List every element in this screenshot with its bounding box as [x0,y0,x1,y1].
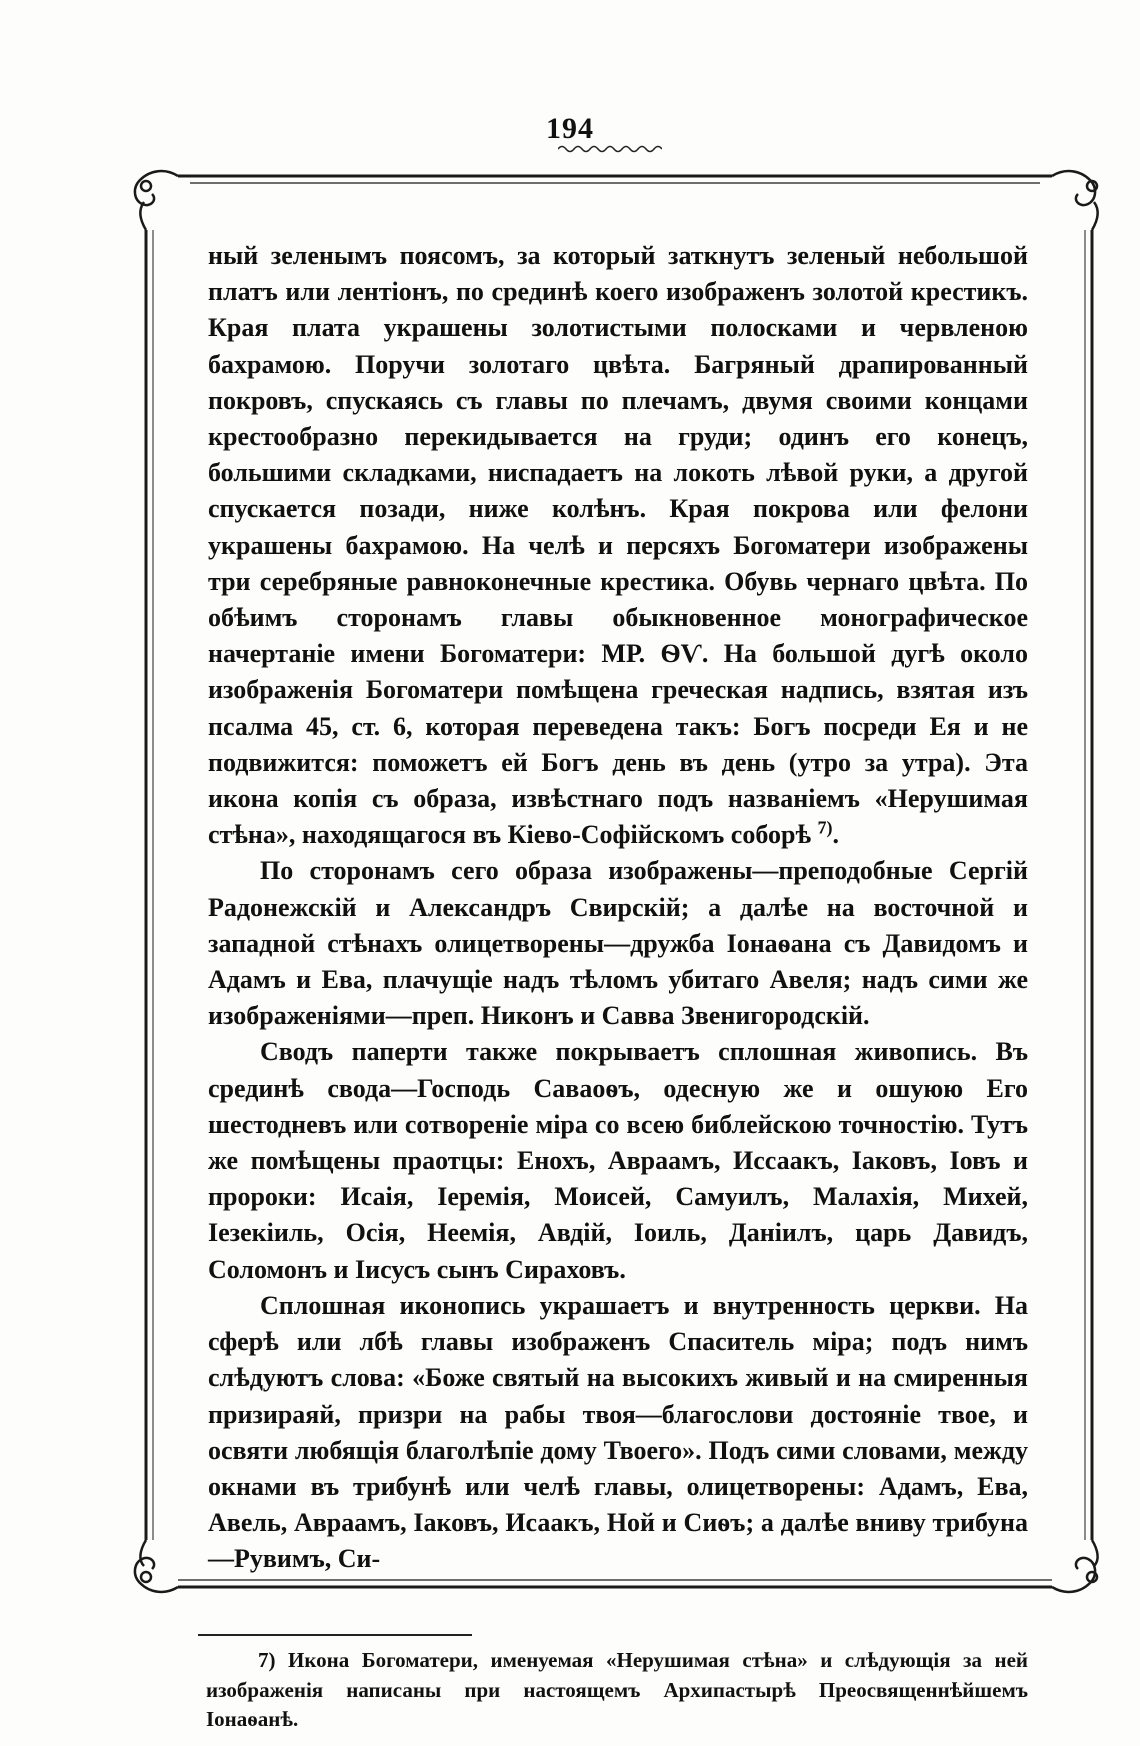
main-text [208,238,1028,1578]
footnote [206,1646,1028,1735]
paragraph-1 [208,238,1028,853]
footnote-text: Икона Богоматери, именуемая «Нерушимая стѣна» и слѣдующія за ней изображенія написаны при настоящемъ Архипастырѣ Преосвященнѣйшемъ Іонаѳанѣ. [206,1648,1028,1731]
paragraph-4: Сплошная иконопись украшаетъ и внутренность церкви. На сферѣ или лбѣ главы изображенъ Спаситель міра; подъ нимъ слѣдуютъ слова: «Боже святый на высокихъ живый и на смиренныя призираяй, призри на рабы твоя—благослови достояніе твое, и освяти любящія благолѣпіе дому Твоего». Подъ сими словами, между окнами въ трибунѣ или челѣ главы, олицетворены: Адамъ, Ева, Авель, Авраамъ, Іаковъ, Исаакъ, Ной и Сиѳъ; а далѣе вниву трибуна—Рувимъ, Си- [208,1290,1028,1574]
paragraph-3: Сводъ паперти также покрываетъ сплошная живопись. Въ срединѣ свода—Господь Саваоѳъ, одесную же и ошуюю Его шестодневъ или сотвореніе міра со всею библейскою точностію. Тутъ же помѣщены праотцы: Енохъ, Авраамъ, Иссаакъ, Іаковъ, Іовъ и пророки: Исаія, Іеремія, Моисей, Самуилъ, Малахія, Михей, Іезекіиль, Осія, Неемія, Авдій, Іоиль, Даніилъ, царь Давидъ, Соломонъ и Іисусъ сынъ Сираховъ. [208,1037,1028,1284]
corner-ornament-top-left [135,171,178,230]
footnote-divider [198,1634,472,1636]
corner-ornament-bottom-right [1052,1540,1098,1592]
footnote-reference: 7) [817,817,833,838]
paragraph-2: По сторонамъ сего образа изображены—преподобные Сергій Радонежскій и Александръ Свирскій; а далѣе на восточной и западной стѣнахъ олицетворены—дружба Іонаѳана съ Давидомъ и Адамъ и Ева, плачущіе надъ тѣломъ убитаго Авеля; надъ сими же изображеніями—преп. Никонъ и Савва Звенигородскій. [208,856,1028,1031]
paragraph-1-end: . [832,820,840,850]
paragraph-1-text: ный зеленымъ поясомъ, за который заткнутъ зеленый небольшой платъ или лентіонъ, по срединѣ коего изображенъ золотой крестикъ. Края плата украшены золотистыми полосками и червленою бахрамою. Поручи золотаго цвѣта. Багряный драпированный покровъ, спускаясь съ главы по плечамъ, двумя своими концами крестообразно перекидывается на груди; одинъ его конецъ, большими складками, ниспадаетъ на локоть лѣвой руки, а другой спускается позади, ниже колѣнъ. Края покрова или фелони украшены бахрамою. На челѣ и персяхъ Богоматери изображены три серебряные равноконечные крестика. Обувь чернаго цвѣта. По обѣимъ сторонамъ главы обыкновенное монографическое начертаніе имени Богоматери: МР. ѲѴ. На большой дугѣ около изображенія Богоматери помѣщена греческая надпись, взятая изъ псалма 45, ст. 6, которая переведена такъ: Богъ посреди Ея и не подвижится: поможетъ ей Богъ день въ день (утро за утра). Эта икона копія съ образа, извѣстнаго подъ названіемъ «Нерушимая стѣна», находящагося въ Кіево-Софійскомъ соборѣ [208,241,1028,850]
wavy-underline-ornament [558,144,662,154]
page-number: 194 [546,112,594,145]
footnote-marker: 7) [258,1648,276,1672]
corner-ornament-bottom-left [135,1540,178,1592]
corner-ornament-top-right [1052,171,1098,230]
